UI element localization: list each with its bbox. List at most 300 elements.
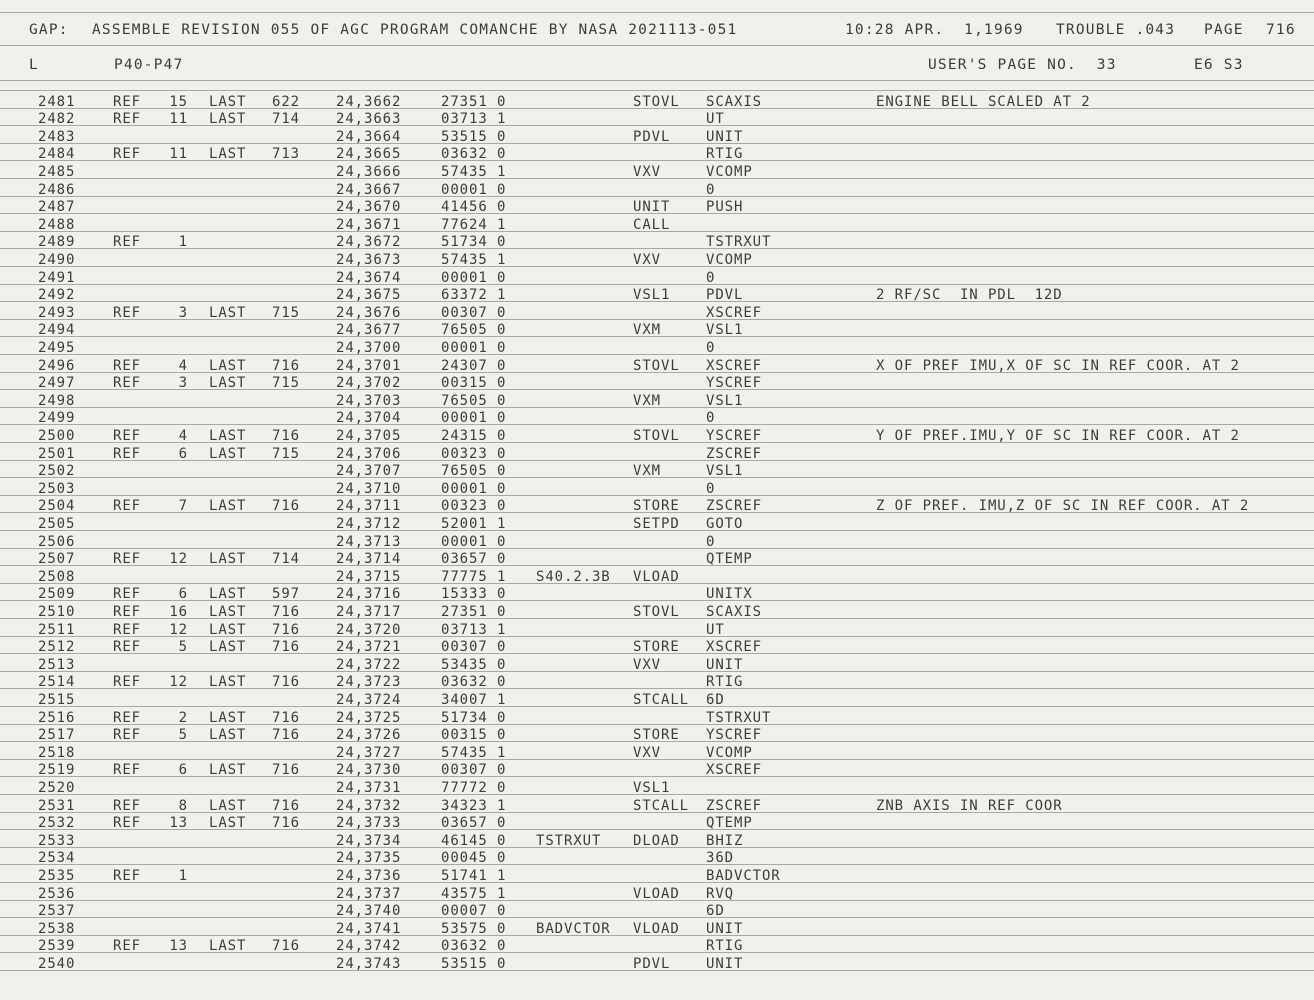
address: 24,3664 xyxy=(336,128,402,145)
ref-count: 7 xyxy=(178,498,188,515)
ref-keyword: REF xyxy=(113,498,141,515)
last-keyword: LAST xyxy=(209,357,247,374)
line-number: 2489 xyxy=(38,234,76,251)
ref-keyword: REF xyxy=(113,146,141,163)
address: 24,3737 xyxy=(336,885,402,902)
listing-row xyxy=(0,392,1314,410)
page-number: 716 xyxy=(1266,22,1296,38)
operand: SCAXIS xyxy=(706,603,762,620)
last-keyword: LAST xyxy=(209,498,247,515)
address: 24,3701 xyxy=(336,357,402,374)
line-number: 2532 xyxy=(38,815,76,832)
line-number: 2500 xyxy=(38,427,76,444)
octal-code: 51734 0 xyxy=(441,709,507,726)
address: 24,3666 xyxy=(336,163,402,180)
last-page: 622 xyxy=(272,93,300,110)
octal-code: 00001 0 xyxy=(441,480,507,497)
ref-keyword: REF xyxy=(113,639,141,656)
listing-row xyxy=(0,744,1314,762)
listing-row xyxy=(0,955,1314,973)
opcode: STOVL xyxy=(633,603,680,620)
operand: UNIT xyxy=(706,128,744,145)
line-number: 2539 xyxy=(38,938,76,955)
line-number: 2484 xyxy=(38,146,76,163)
line-number: 2531 xyxy=(38,797,76,814)
line-number: 2534 xyxy=(38,850,76,867)
last-page: 713 xyxy=(272,146,300,163)
ref-count: 12 xyxy=(169,674,188,691)
octal-code: 03632 0 xyxy=(441,674,507,691)
listing-row xyxy=(0,110,1314,128)
last-keyword: LAST xyxy=(209,93,247,110)
line-number: 2495 xyxy=(38,339,76,356)
label: S40.2.3B xyxy=(536,568,611,585)
octal-code: 46145 0 xyxy=(441,832,507,849)
listing-row xyxy=(0,585,1314,603)
operand: VSL1 xyxy=(706,463,744,480)
last-page: 597 xyxy=(272,586,300,603)
line-number: 2512 xyxy=(38,639,76,656)
comment: ENGINE BELL SCALED AT 2 xyxy=(876,93,1091,110)
operand: 0 xyxy=(706,339,716,356)
address: 24,3721 xyxy=(336,639,402,656)
address: 24,3733 xyxy=(336,815,402,832)
ref-keyword: REF xyxy=(113,674,141,691)
octal-code: 03632 0 xyxy=(441,146,507,163)
last-keyword: LAST xyxy=(209,146,247,163)
listing-row xyxy=(0,937,1314,955)
octal-code: 00307 0 xyxy=(441,304,507,321)
operand: ZSCREF xyxy=(706,797,762,814)
line-number: 2514 xyxy=(38,674,76,691)
last-keyword: LAST xyxy=(209,375,247,392)
listing-row xyxy=(0,339,1314,357)
listing-row xyxy=(0,515,1314,533)
last-page: 716 xyxy=(272,815,300,832)
opcode: UNIT xyxy=(633,199,671,216)
operand: VCOMP xyxy=(706,744,753,761)
listing-row xyxy=(0,550,1314,568)
listing-row xyxy=(0,849,1314,867)
ref-count: 8 xyxy=(178,797,188,814)
address: 24,3665 xyxy=(336,146,402,163)
last-page: 716 xyxy=(272,639,300,656)
listing-row xyxy=(0,920,1314,938)
listing-row xyxy=(0,761,1314,779)
timestamp: 10:28 APR. 1,1969 xyxy=(845,22,1024,38)
operand: VCOMP xyxy=(706,163,753,180)
opcode: VXV xyxy=(633,163,661,180)
octal-code: 77772 0 xyxy=(441,779,507,796)
address: 24,3742 xyxy=(336,938,402,955)
operand: PUSH xyxy=(706,199,744,216)
form-rule xyxy=(0,80,1314,81)
octal-code: 03632 0 xyxy=(441,938,507,955)
line-number: 2538 xyxy=(38,920,76,937)
listing-row xyxy=(0,181,1314,199)
address: 24,3702 xyxy=(336,375,402,392)
address: 24,3722 xyxy=(336,656,402,673)
line-number: 2499 xyxy=(38,410,76,427)
octal-code: 76505 0 xyxy=(441,392,507,409)
octal-code: 77775 1 xyxy=(441,568,507,585)
listing-row xyxy=(0,832,1314,850)
operand: BADVCTOR xyxy=(706,867,781,884)
last-keyword: LAST xyxy=(209,727,247,744)
address: 24,3726 xyxy=(336,727,402,744)
opcode: SETPD xyxy=(633,515,680,532)
operand: XSCREF xyxy=(706,357,762,374)
opcode: VXM xyxy=(633,392,661,409)
address: 24,3731 xyxy=(336,779,402,796)
octal-code: 24315 0 xyxy=(441,427,507,444)
label: BADVCTOR xyxy=(536,920,611,937)
opcode: STOVL xyxy=(633,427,680,444)
opcode: DLOAD xyxy=(633,832,680,849)
address: 24,3732 xyxy=(336,797,402,814)
listing-row xyxy=(0,251,1314,269)
opcode: VLOAD xyxy=(633,885,680,902)
ref-count: 13 xyxy=(169,938,188,955)
last-page: 714 xyxy=(272,111,300,128)
operand: UT xyxy=(706,621,725,638)
operand: BHIZ xyxy=(706,832,744,849)
listing-row xyxy=(0,462,1314,480)
octal-code: 00001 0 xyxy=(441,533,507,550)
form-rule xyxy=(0,45,1314,46)
opcode: STORE xyxy=(633,727,680,744)
address: 24,3720 xyxy=(336,621,402,638)
last-page: 716 xyxy=(272,762,300,779)
octal-code: 00315 0 xyxy=(441,727,507,744)
octal-code: 00001 0 xyxy=(441,269,507,286)
address: 24,3676 xyxy=(336,304,402,321)
last-keyword: LAST xyxy=(209,762,247,779)
octal-code: 76505 0 xyxy=(441,463,507,480)
last-page: 716 xyxy=(272,357,300,374)
listing-row xyxy=(0,603,1314,621)
opcode: VXM xyxy=(633,322,661,339)
users-page-number: USER'S PAGE NO. 33 xyxy=(928,57,1117,73)
line-number: 2516 xyxy=(38,709,76,726)
listing-row xyxy=(0,709,1314,727)
last-page: 716 xyxy=(272,603,300,620)
sheet-code: E6 S3 xyxy=(1194,57,1244,73)
address: 24,3677 xyxy=(336,322,402,339)
ref-count: 2 xyxy=(178,709,188,726)
last-keyword: LAST xyxy=(209,445,247,462)
last-keyword: LAST xyxy=(209,551,247,568)
address: 24,3724 xyxy=(336,691,402,708)
line-number: 2536 xyxy=(38,885,76,902)
ref-count: 11 xyxy=(169,111,188,128)
listing-row xyxy=(0,673,1314,691)
line-number: 2481 xyxy=(38,93,76,110)
address: 24,3741 xyxy=(336,920,402,937)
listing-row xyxy=(0,638,1314,656)
address: 24,3736 xyxy=(336,867,402,884)
operand: SCAXIS xyxy=(706,93,762,110)
ref-count: 16 xyxy=(169,603,188,620)
ref-keyword: REF xyxy=(113,603,141,620)
address: 24,3706 xyxy=(336,445,402,462)
address: 24,3717 xyxy=(336,603,402,620)
address: 24,3675 xyxy=(336,287,402,304)
ref-keyword: REF xyxy=(113,762,141,779)
line-number: 2505 xyxy=(38,515,76,532)
line-number: 2492 xyxy=(38,287,76,304)
address: 24,3700 xyxy=(336,339,402,356)
opcode: STCALL xyxy=(633,797,689,814)
operand: YSCREF xyxy=(706,427,762,444)
line-number: 2496 xyxy=(38,357,76,374)
octal-code: 41456 0 xyxy=(441,199,507,216)
listing-row xyxy=(0,198,1314,216)
last-keyword: LAST xyxy=(209,938,247,955)
address: 24,3670 xyxy=(336,199,402,216)
comment: X OF PREF IMU,X OF SC IN REF COOR. AT 2 xyxy=(876,357,1240,374)
line-number: 2490 xyxy=(38,251,76,268)
address: 24,3725 xyxy=(336,709,402,726)
opcode: VSL1 xyxy=(633,287,671,304)
octal-code: 53515 0 xyxy=(441,128,507,145)
ref-count: 1 xyxy=(178,234,188,251)
operand: UNITX xyxy=(706,586,753,603)
operand: 0 xyxy=(706,533,716,550)
operand: ZSCREF xyxy=(706,498,762,515)
operand: YSCREF xyxy=(706,375,762,392)
octal-code: 51734 0 xyxy=(441,234,507,251)
listing-row xyxy=(0,814,1314,832)
opcode: VXV xyxy=(633,251,661,268)
operand: QTEMP xyxy=(706,551,753,568)
octal-code: 00001 0 xyxy=(441,339,507,356)
ref-keyword: REF xyxy=(113,709,141,726)
address: 24,3703 xyxy=(336,392,402,409)
operand: 36D xyxy=(706,850,734,867)
octal-code: 03657 0 xyxy=(441,551,507,568)
form-rule xyxy=(0,90,1314,91)
operand: VSL1 xyxy=(706,322,744,339)
address: 24,3667 xyxy=(336,181,402,198)
listing-row xyxy=(0,480,1314,498)
ref-count: 6 xyxy=(178,762,188,779)
line-number: 2502 xyxy=(38,463,76,480)
listing-row xyxy=(0,145,1314,163)
octal-code: 52001 1 xyxy=(441,515,507,532)
octal-code: 57435 1 xyxy=(441,744,507,761)
listing-row xyxy=(0,691,1314,709)
ref-count: 11 xyxy=(169,146,188,163)
last-page: 716 xyxy=(272,621,300,638)
octal-code: 27351 0 xyxy=(441,93,507,110)
line-number: 2520 xyxy=(38,779,76,796)
octal-code: 53575 0 xyxy=(441,920,507,937)
listing-type: L xyxy=(29,57,39,73)
comment: Y OF PREF.IMU,Y OF SC IN REF COOR. AT 2 xyxy=(876,427,1240,444)
octal-code: 00323 0 xyxy=(441,498,507,515)
listing-row xyxy=(0,374,1314,392)
ref-keyword: REF xyxy=(113,93,141,110)
address: 24,3672 xyxy=(336,234,402,251)
listing-row xyxy=(0,779,1314,797)
opcode: PDVL xyxy=(633,955,671,972)
opcode: STOVL xyxy=(633,93,680,110)
ref-keyword: REF xyxy=(113,621,141,638)
line-number: 2491 xyxy=(38,269,76,286)
line-number: 2482 xyxy=(38,111,76,128)
octal-code: 03713 1 xyxy=(441,621,507,638)
ref-count: 6 xyxy=(178,586,188,603)
last-page: 715 xyxy=(272,445,300,462)
opcode: VXV xyxy=(633,744,661,761)
ref-count: 12 xyxy=(169,551,188,568)
operand: PDVL xyxy=(706,287,744,304)
last-page: 716 xyxy=(272,797,300,814)
octal-code: 27351 0 xyxy=(441,603,507,620)
last-page: 716 xyxy=(272,427,300,444)
last-keyword: LAST xyxy=(209,111,247,128)
line-number: 2535 xyxy=(38,867,76,884)
ref-count: 5 xyxy=(178,727,188,744)
address: 24,3735 xyxy=(336,850,402,867)
last-page: 715 xyxy=(272,304,300,321)
ref-keyword: REF xyxy=(113,586,141,603)
opcode: PDVL xyxy=(633,128,671,145)
opcode: STCALL xyxy=(633,691,689,708)
form-rule xyxy=(0,12,1314,13)
line-number: 2511 xyxy=(38,621,76,638)
opcode: STORE xyxy=(633,639,680,656)
line-number: 2504 xyxy=(38,498,76,515)
address: 24,3743 xyxy=(336,955,402,972)
line-number: 2485 xyxy=(38,163,76,180)
ref-count: 4 xyxy=(178,427,188,444)
ref-keyword: REF xyxy=(113,375,141,392)
opcode: VLOAD xyxy=(633,568,680,585)
operand: RTIG xyxy=(706,674,744,691)
line-number: 2488 xyxy=(38,216,76,233)
ref-count: 6 xyxy=(178,445,188,462)
line-number: 2508 xyxy=(38,568,76,585)
listing-row xyxy=(0,885,1314,903)
address: 24,3714 xyxy=(336,551,402,568)
line-number: 2517 xyxy=(38,727,76,744)
address: 24,3740 xyxy=(336,903,402,920)
opcode: CALL xyxy=(633,216,671,233)
address: 24,3730 xyxy=(336,762,402,779)
address: 24,3674 xyxy=(336,269,402,286)
address: 24,3713 xyxy=(336,533,402,550)
octal-code: 34323 1 xyxy=(441,797,507,814)
listing-row xyxy=(0,902,1314,920)
operand: UNIT xyxy=(706,656,744,673)
octal-code: 00007 0 xyxy=(441,903,507,920)
ref-keyword: REF xyxy=(113,727,141,744)
operand: TSTRXUT xyxy=(706,709,772,726)
octal-code: 00045 0 xyxy=(441,850,507,867)
address: 24,3727 xyxy=(336,744,402,761)
line-number: 2483 xyxy=(38,128,76,145)
ref-count: 15 xyxy=(169,93,188,110)
ref-keyword: REF xyxy=(113,938,141,955)
listing-row xyxy=(0,726,1314,744)
assembler-label: GAP: xyxy=(29,22,69,38)
ref-count: 3 xyxy=(178,304,188,321)
ref-keyword: REF xyxy=(113,427,141,444)
operand: UNIT xyxy=(706,920,744,937)
last-keyword: LAST xyxy=(209,586,247,603)
line-number: 2515 xyxy=(38,691,76,708)
address: 24,3734 xyxy=(336,832,402,849)
operand: RTIG xyxy=(706,146,744,163)
listing-row xyxy=(0,304,1314,322)
octal-code: 03713 1 xyxy=(441,111,507,128)
ref-count: 4 xyxy=(178,357,188,374)
last-page: 716 xyxy=(272,498,300,515)
opcode: VLOAD xyxy=(633,920,680,937)
last-page: 716 xyxy=(272,727,300,744)
last-page: 715 xyxy=(272,375,300,392)
listing-row xyxy=(0,321,1314,339)
octal-code: 53435 0 xyxy=(441,656,507,673)
operand: VCOMP xyxy=(706,251,753,268)
octal-code: 00001 0 xyxy=(441,410,507,427)
listing-row xyxy=(0,409,1314,427)
ref-count: 13 xyxy=(169,815,188,832)
opcode: STORE xyxy=(633,498,680,515)
line-number: 2486 xyxy=(38,181,76,198)
listing-row xyxy=(0,427,1314,445)
program-section: P40-P47 xyxy=(114,57,184,73)
octal-code: 63372 1 xyxy=(441,287,507,304)
ref-keyword: REF xyxy=(113,234,141,251)
line-number: 2509 xyxy=(38,586,76,603)
listing-row xyxy=(0,233,1314,251)
address: 24,3671 xyxy=(336,216,402,233)
address: 24,3707 xyxy=(336,463,402,480)
address: 24,3716 xyxy=(336,586,402,603)
line-number: 2533 xyxy=(38,832,76,849)
operand: ZSCREF xyxy=(706,445,762,462)
address: 24,3711 xyxy=(336,498,402,515)
octal-code: 00001 0 xyxy=(441,181,507,198)
operand: TSTRXUT xyxy=(706,234,772,251)
ref-keyword: REF xyxy=(113,111,141,128)
address: 24,3715 xyxy=(336,568,402,585)
trouble-code: TROUBLE .043 xyxy=(1056,22,1176,38)
address: 24,3705 xyxy=(336,427,402,444)
octal-code: 24307 0 xyxy=(441,357,507,374)
line-number: 2503 xyxy=(38,480,76,497)
line-number: 2494 xyxy=(38,322,76,339)
listing-row xyxy=(0,269,1314,287)
label: TSTRXUT xyxy=(536,832,602,849)
line-number: 2487 xyxy=(38,199,76,216)
ref-keyword: REF xyxy=(113,815,141,832)
operand: UNIT xyxy=(706,955,744,972)
operand: XSCREF xyxy=(706,639,762,656)
listing-row xyxy=(0,867,1314,885)
ref-count: 12 xyxy=(169,621,188,638)
operand: 0 xyxy=(706,269,716,286)
operand: 0 xyxy=(706,181,716,198)
address: 24,3710 xyxy=(336,480,402,497)
listing-row xyxy=(0,445,1314,463)
line-number: 2540 xyxy=(38,955,76,972)
comment: ZNB AXIS IN REF COOR xyxy=(876,797,1063,814)
last-keyword: LAST xyxy=(209,674,247,691)
